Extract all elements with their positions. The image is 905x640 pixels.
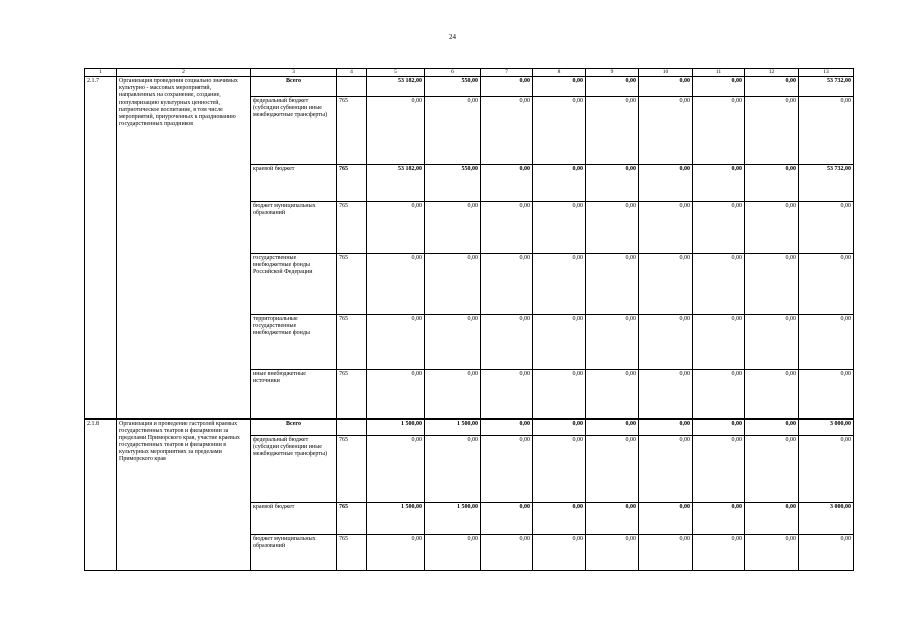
value-cell: 0,00 — [745, 315, 799, 370]
code-cell: 765 — [337, 315, 367, 370]
value-cell: 0,00 — [533, 202, 586, 254]
value-cell: 0,00 — [481, 165, 533, 202]
value-cell: 0,00 — [799, 535, 854, 571]
section-name: Организация проведения социально значимых культурно - массовых мероприятий, направленных на сохранение, создание, популяризацию культурных ценностей, патриотическое воспитание, в том числе мероприятий, приуроченных к празднованию государственных праздников — [117, 77, 251, 419]
value-cell: 1 500,00 — [367, 503, 425, 535]
page-number: 24 — [449, 33, 456, 41]
section-name: Организация и проведение гастролей краевых государственных театров и филармонии за пределами Приморского края, участие краевых государственных театров и филармонии в культурных мероприятиях за пределами Приморского края — [117, 419, 251, 571]
source-cell: Всего — [251, 419, 337, 436]
value-cell: 550,00 — [425, 77, 481, 97]
value-cell: 0,00 — [693, 419, 745, 436]
value-cell: 0,00 — [481, 535, 533, 571]
value-cell: 0,00 — [639, 202, 693, 254]
code-cell: 765 — [337, 436, 367, 503]
code-cell: 765 — [337, 97, 367, 165]
value-cell: 0,00 — [481, 202, 533, 254]
budget-table — [84, 68, 854, 571]
header-cell: 11 — [693, 69, 745, 77]
value-cell: 0,00 — [639, 419, 693, 436]
value-cell: 0,00 — [533, 503, 586, 535]
value-cell: 0,00 — [586, 315, 639, 370]
code-cell: 765 — [337, 535, 367, 571]
value-cell: 0,00 — [481, 503, 533, 535]
value-cell: 0,00 — [693, 254, 745, 315]
header-cell: 1 — [85, 69, 117, 77]
value-cell: 0,00 — [533, 165, 586, 202]
header-cell: 3 — [251, 69, 337, 77]
source-cell: федеральный бюджет (субсидии субвенции иные межбюджетные трансферты) — [251, 436, 337, 503]
section-code: 2.1.7 — [85, 77, 117, 419]
value-cell: 0,00 — [586, 535, 639, 571]
code-cell: 765 — [337, 503, 367, 535]
value-cell: 0,00 — [745, 419, 799, 436]
value-cell: 0,00 — [745, 165, 799, 202]
value-cell: 0,00 — [533, 436, 586, 503]
header-cell: 13 — [799, 69, 854, 77]
source-cell: бюджет муниципальных образований — [251, 535, 337, 571]
value-cell: 0,00 — [745, 77, 799, 97]
header-cell: 2 — [117, 69, 251, 77]
value-cell: 0,00 — [693, 370, 745, 419]
header-row — [85, 69, 854, 77]
source-cell: краевой бюджет — [251, 503, 337, 535]
value-cell: 0,00 — [799, 97, 854, 165]
value-cell: 0,00 — [639, 97, 693, 165]
value-cell: 0,00 — [586, 419, 639, 436]
value-cell: 550,00 — [425, 165, 481, 202]
value-cell: 0,00 — [745, 97, 799, 165]
value-cell: 0,00 — [425, 254, 481, 315]
value-cell: 0,00 — [799, 315, 854, 370]
value-cell: 0,00 — [586, 97, 639, 165]
code-cell — [337, 419, 367, 436]
value-cell: 0,00 — [799, 436, 854, 503]
value-cell: 0,00 — [367, 97, 425, 165]
source-cell: Всего — [251, 77, 337, 97]
value-cell: 0,00 — [693, 77, 745, 97]
value-cell: 1 500,00 — [367, 419, 425, 436]
value-cell: 53 182,00 — [367, 77, 425, 97]
value-cell: 0,00 — [639, 370, 693, 419]
header-cell: 5 — [367, 69, 425, 77]
value-cell: 0,00 — [481, 370, 533, 419]
value-cell: 0,00 — [533, 77, 586, 97]
value-cell: 0,00 — [425, 436, 481, 503]
source-cell: краевой бюджет — [251, 165, 337, 202]
value-cell: 0,00 — [367, 254, 425, 315]
value-cell: 0,00 — [533, 254, 586, 315]
value-cell: 0,00 — [745, 503, 799, 535]
table-row — [85, 419, 854, 436]
header-cell: 9 — [586, 69, 639, 77]
value-cell: 0,00 — [367, 535, 425, 571]
value-cell: 0,00 — [533, 535, 586, 571]
source-cell: федеральный бюджет (субсидии субвенции иные межбюджетные трансферты) — [251, 97, 337, 165]
value-cell: 0,00 — [693, 535, 745, 571]
value-cell: 0,00 — [425, 202, 481, 254]
value-cell: 0,00 — [481, 436, 533, 503]
value-cell: 0,00 — [533, 315, 586, 370]
value-cell: 1 500,00 — [425, 503, 481, 535]
header-cell: 4 — [337, 69, 367, 77]
value-cell: 0,00 — [639, 254, 693, 315]
value-cell: 0,00 — [481, 77, 533, 97]
value-cell: 0,00 — [586, 254, 639, 315]
value-cell: 0,00 — [745, 370, 799, 419]
value-cell: 53 732,00 — [799, 165, 854, 202]
value-cell: 0,00 — [639, 535, 693, 571]
value-cell: 0,00 — [586, 503, 639, 535]
value-cell: 0,00 — [481, 97, 533, 165]
value-cell: 3 000,00 — [799, 419, 854, 436]
value-cell: 0,00 — [367, 436, 425, 503]
source-cell: иные внебюджетные источники — [251, 370, 337, 419]
source-cell: государственные внебюджетные фонды Российской Федерации — [251, 254, 337, 315]
value-cell: 0,00 — [745, 254, 799, 315]
value-cell: 53 182,00 — [367, 165, 425, 202]
value-cell: 0,00 — [639, 77, 693, 97]
value-cell: 0,00 — [586, 165, 639, 202]
value-cell: 0,00 — [481, 315, 533, 370]
code-cell: 765 — [337, 254, 367, 315]
value-cell: 0,00 — [481, 419, 533, 436]
value-cell: 0,00 — [639, 315, 693, 370]
value-cell: 0,00 — [639, 165, 693, 202]
value-cell: 0,00 — [586, 370, 639, 419]
value-cell: 0,00 — [799, 202, 854, 254]
value-cell: 0,00 — [639, 503, 693, 535]
value-cell: 0,00 — [533, 370, 586, 419]
code-cell: 765 — [337, 165, 367, 202]
value-cell: 0,00 — [799, 254, 854, 315]
value-cell: 53 732,00 — [799, 77, 854, 97]
value-cell: 0,00 — [639, 436, 693, 503]
value-cell: 0,00 — [367, 202, 425, 254]
value-cell: 0,00 — [367, 370, 425, 419]
value-cell: 0,00 — [586, 436, 639, 503]
value-cell: 0,00 — [481, 254, 533, 315]
value-cell: 0,00 — [533, 419, 586, 436]
header-cell: 8 — [533, 69, 586, 77]
code-cell: 765 — [337, 202, 367, 254]
value-cell: 0,00 — [586, 77, 639, 97]
value-cell: 0,00 — [693, 97, 745, 165]
value-cell: 0,00 — [693, 315, 745, 370]
header-cell: 12 — [745, 69, 799, 77]
value-cell: 0,00 — [745, 535, 799, 571]
value-cell: 1 500,00 — [425, 419, 481, 436]
value-cell: 0,00 — [799, 370, 854, 419]
value-cell: 0,00 — [425, 97, 481, 165]
source-cell: территориальные государственные внебюджетные фонды — [251, 315, 337, 370]
value-cell: 0,00 — [693, 436, 745, 503]
section-code: 2.1.8 — [85, 419, 117, 571]
header-cell: 10 — [639, 69, 693, 77]
value-cell: 0,00 — [425, 315, 481, 370]
value-cell: 0,00 — [693, 165, 745, 202]
code-cell — [337, 77, 367, 97]
value-cell: 0,00 — [745, 202, 799, 254]
header-cell: 7 — [481, 69, 533, 77]
code-cell: 765 — [337, 370, 367, 419]
value-cell: 0,00 — [693, 202, 745, 254]
value-cell: 0,00 — [425, 535, 481, 571]
value-cell: 0,00 — [533, 97, 586, 165]
source-cell: бюджет муниципальных образований — [251, 202, 337, 254]
value-cell: 0,00 — [693, 503, 745, 535]
table-row — [85, 77, 854, 97]
header-cell: 6 — [425, 69, 481, 77]
value-cell: 0,00 — [745, 436, 799, 503]
value-cell: 3 000,00 — [799, 503, 854, 535]
value-cell: 0,00 — [586, 202, 639, 254]
value-cell: 0,00 — [425, 370, 481, 419]
value-cell: 0,00 — [367, 315, 425, 370]
